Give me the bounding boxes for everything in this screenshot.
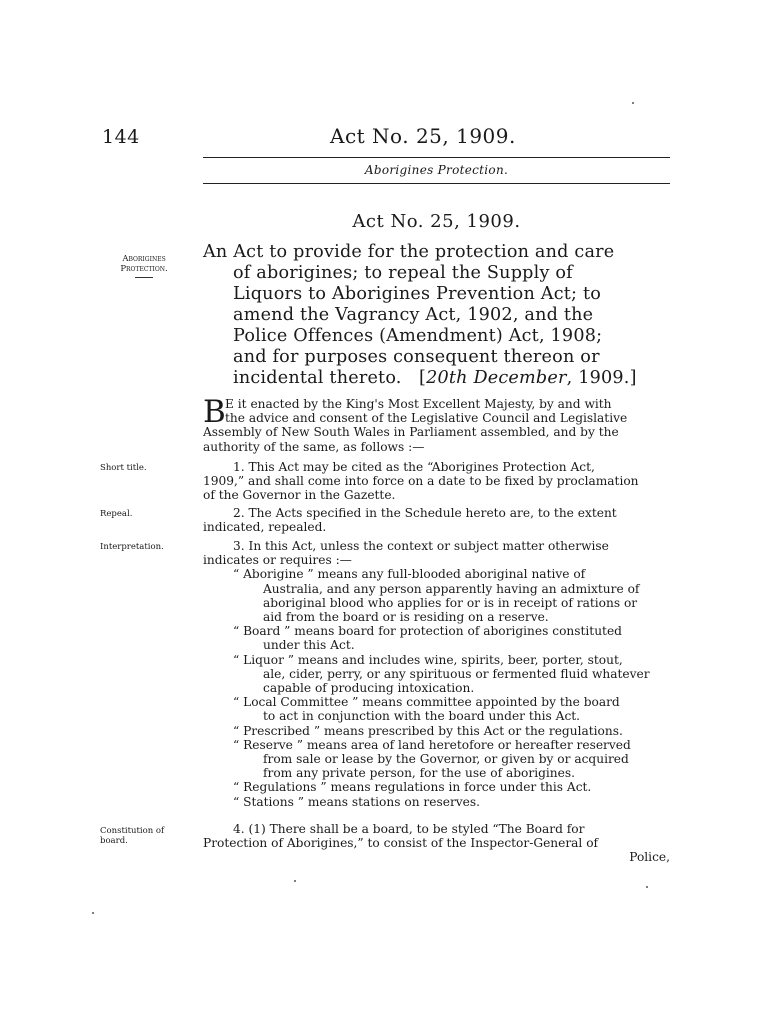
margin-note-aborigines-protection [103, 254, 185, 278]
section-line: Police, [629, 850, 670, 865]
definition-prescribed: “ Prescribed ” means prescribed by this Act or the regulations. [233, 723, 623, 738]
margin-divider [135, 277, 153, 278]
margin-note-line: Protection. [120, 264, 168, 274]
section-3 [203, 539, 670, 809]
long-title-line-last [203, 368, 671, 389]
definition-line: from any private person, for the use of aborigines. [263, 766, 575, 781]
definition-liquor: “ Liquor ” means and includes wine, spirits, beer, porter, stout, [233, 652, 623, 667]
long-title [203, 242, 671, 389]
definition-line: capable of producing intoxication. [263, 681, 475, 696]
definition-stations: “ Stations ” means stations on reserves. [233, 794, 480, 809]
drop-cap: B [203, 394, 226, 430]
section-line: 3. In this Act, unless the context or subject matter otherwise [233, 539, 609, 553]
margin-note-short-title: Short title. [100, 463, 147, 473]
enacting-clause [203, 394, 670, 454]
scan-speck [294, 880, 296, 882]
long-title-line: Liquors to Aborigines Prevention Act; to [233, 284, 602, 304]
long-title-line: An Act to provide for the protection and care [203, 242, 615, 262]
long-title-line: and for purposes consequent thereon or [233, 347, 600, 367]
definition-line: from sale or lease by the Governor, or given by or acquired [263, 752, 629, 767]
section-2 [203, 506, 670, 534]
definition-line: under this Act. [263, 638, 355, 653]
section-line: 1. This Act may be cited as the “Aborigines Protection Act, [233, 460, 595, 474]
assent-year: , 1909.] [566, 368, 637, 388]
long-title-end-text: incidental thereto. [233, 368, 402, 388]
running-subtitle: Aborigines Protection. [364, 163, 509, 177]
margin-note-line: Constitution of [100, 826, 165, 836]
margin-note-repeal: Repeal. [100, 509, 133, 519]
section-4 [203, 822, 670, 865]
section-1 [203, 460, 670, 503]
header-rule-bottom [203, 183, 670, 184]
enacting-line: authority of the same, as follows :— [203, 439, 425, 454]
section-line: 1909,” and shall come into force on a date to be fixed by proclamation [203, 474, 639, 489]
long-title-line: amend the Vagrancy Act, 1902, and the [233, 305, 594, 325]
definition-line: aid from the board or is residing on a reserve. [263, 610, 549, 625]
margin-note-interpretation: Interpretation. [100, 542, 164, 552]
scan-speck [646, 886, 648, 888]
header-rule-top [203, 157, 670, 158]
definition-aborigine: “ Aborigine ” means any full-blooded aboriginal native of [233, 567, 586, 582]
definition-board: “ Board ” means board for protection of aborigines constituted [233, 624, 622, 639]
section-line: 2. The Acts specified in the Schedule hereto are, to the extent [233, 506, 617, 520]
section-line: of the Governor in the Gazette. [203, 488, 396, 503]
assent-date: 20th December [426, 368, 567, 388]
scan-speck [632, 102, 634, 104]
enacting-line: the advice and consent of the Legislative Council and Legislative [225, 411, 628, 426]
page-number: 144 [102, 126, 140, 148]
running-title: Act No. 25, 1909. [330, 124, 516, 148]
definition-local-committee: “ Local Committee ” means committee appointed by the board [233, 695, 620, 710]
enacting-line: E it enacted by the King's Most Excellent Majesty, by and with [225, 397, 612, 411]
section-line: Protection of Aborigines,” to consist of the Inspector-General of [203, 836, 599, 851]
definition-line: Australia, and any person apparently having an admixture of [263, 581, 640, 596]
definition-regulations: “ Regulations ” means regulations in force under this Act. [233, 780, 592, 795]
margin-note-line: board. [100, 836, 128, 846]
long-title-line: Police Offences (Amendment) Act, 1908; [233, 326, 603, 346]
definition-line: aboriginal blood who applies for or is in receipt of rations or [263, 595, 638, 610]
section-line: indicates or requires :— [203, 553, 352, 568]
enacting-line: Assembly of New South Wales in Parliament assembled, and by the [203, 425, 619, 440]
act-heading: Act No. 25, 1909. [352, 211, 521, 232]
margin-note-line: Aborigines [122, 254, 166, 264]
definition-reserve: “ Reserve ” means area of land heretofore or hereafter reserved [233, 737, 631, 752]
long-title-line: of aborigines; to repeal the Supply of [233, 263, 573, 283]
margin-note-constitution-of-board [100, 826, 196, 846]
definition-line: to act in conjunction with the board under this Act. [263, 709, 581, 724]
definition-line: ale, cider, perry, or any spirituous or fermented fluid whatever [263, 666, 650, 681]
section-line: indicated, repealed. [203, 520, 327, 535]
scan-speck [92, 912, 94, 914]
section-line: 4. (1) There shall be a board, to be styled “The Board for [233, 822, 585, 836]
date-bracket-open: [ [419, 368, 427, 388]
